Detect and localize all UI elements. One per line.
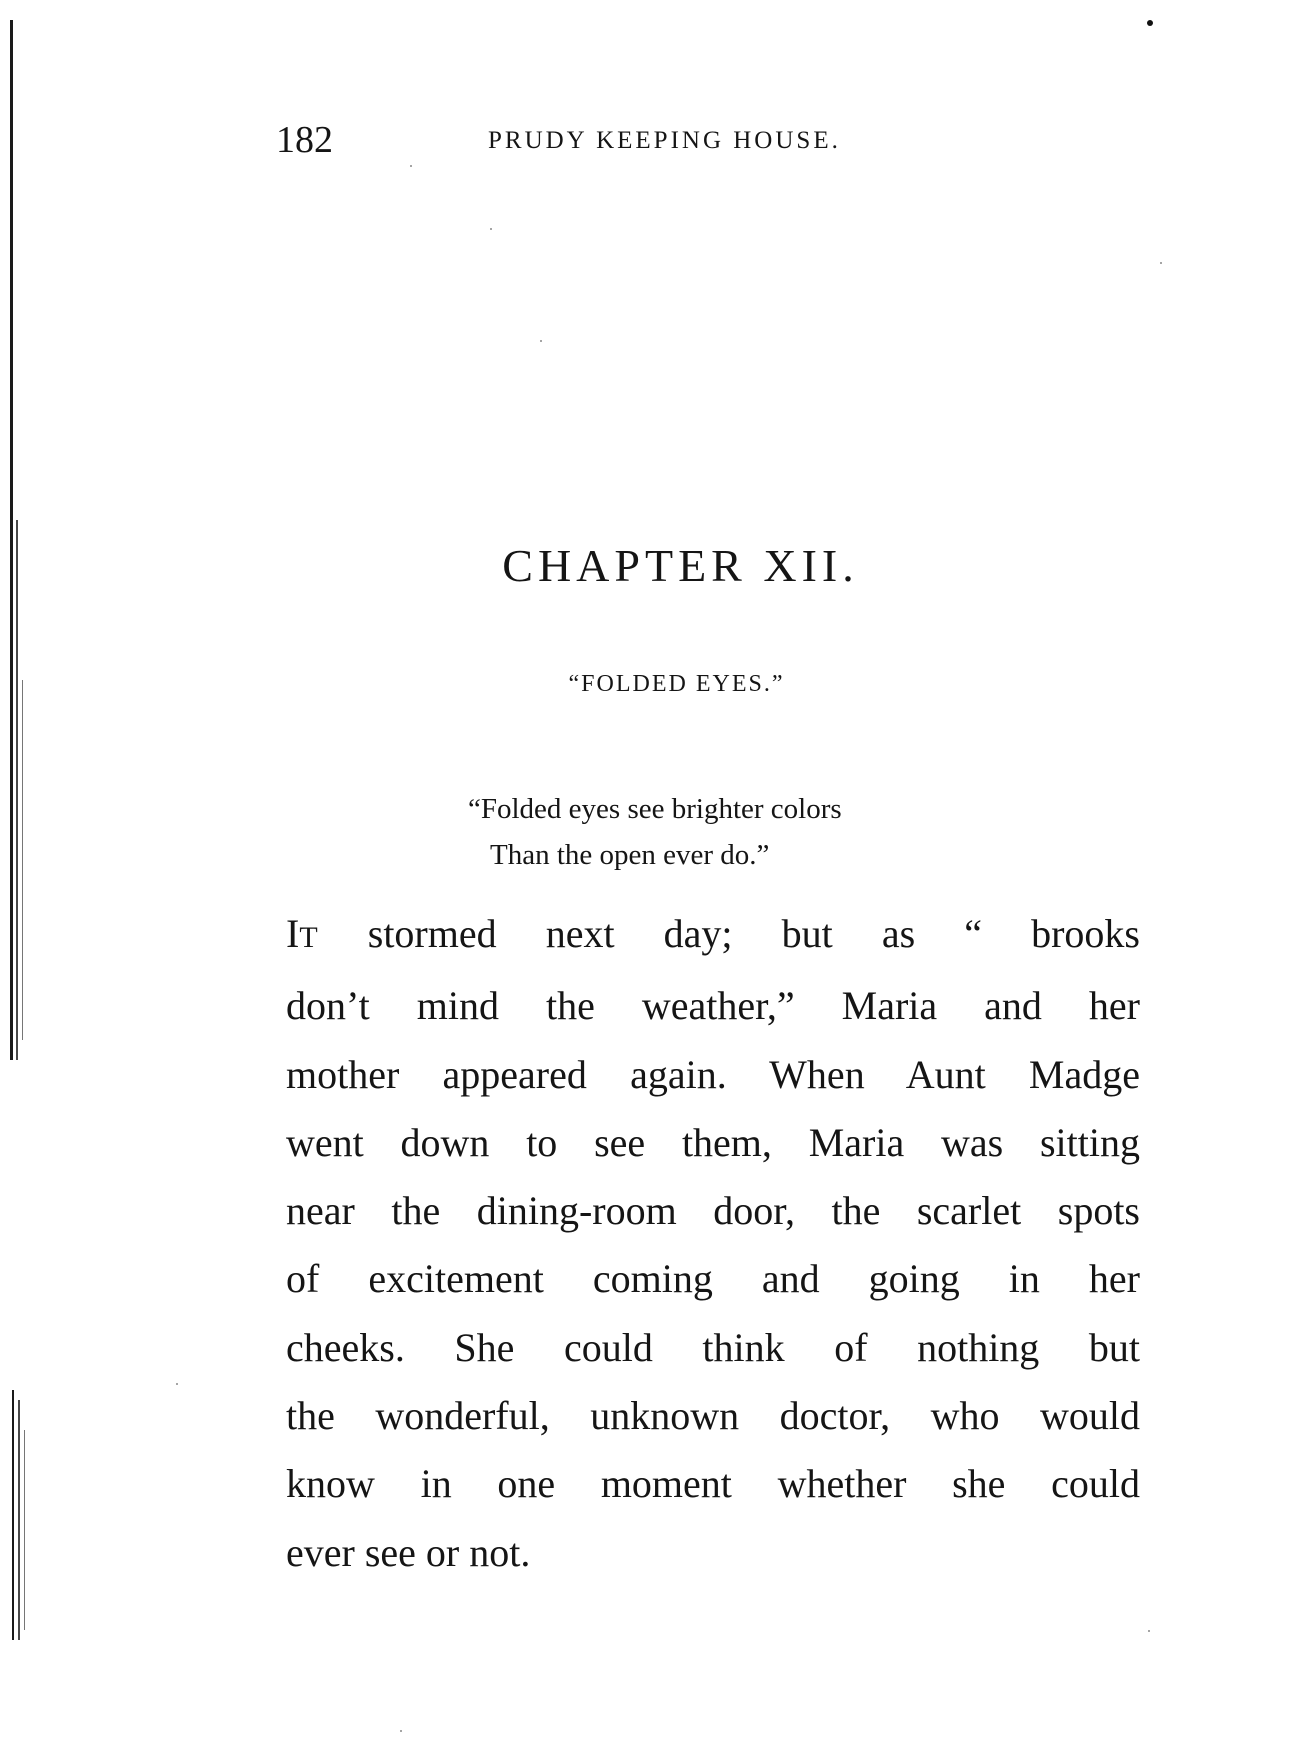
epigraph bbox=[468, 786, 1028, 878]
binding-edge-line bbox=[16, 520, 18, 1060]
body-line: cheeks. She could think of nothing but bbox=[286, 1324, 1140, 1370]
binding-edge-line bbox=[22, 680, 23, 1040]
scan-speck bbox=[490, 228, 492, 230]
binding-edge-line bbox=[18, 1400, 20, 1640]
chapter-title: CHAPTER XII. bbox=[502, 540, 859, 591]
body-line: don’t mind the weather,” Maria and her bbox=[286, 983, 1140, 1029]
body-paragraph bbox=[286, 900, 1140, 1587]
body-line: of excitement coming and going in her bbox=[286, 1256, 1140, 1302]
scan-speck bbox=[1160, 262, 1162, 264]
epigraph-line: Than the open ever do.” bbox=[490, 839, 770, 871]
drop-word-rest: T bbox=[299, 921, 319, 954]
page-number: 182 bbox=[276, 119, 333, 161]
drop-word-initial: I bbox=[286, 911, 300, 956]
epigraph-line: “Folded eyes see brighter colors bbox=[468, 793, 842, 825]
body-line: went down to see them, Maria was sitting bbox=[286, 1119, 1140, 1165]
binding-edge-line bbox=[12, 1390, 14, 1640]
scan-speck bbox=[1147, 20, 1153, 26]
body-line: near the dining-room door, the scarlet spots bbox=[286, 1188, 1140, 1234]
body-line bbox=[286, 900, 1140, 972]
body-line: the wonderful, unknown doctor, who would bbox=[286, 1393, 1140, 1439]
binding-edge-line bbox=[24, 1430, 25, 1630]
running-title: PRUDY KEEPING HOUSE. bbox=[488, 127, 841, 154]
scan-speck bbox=[176, 1383, 178, 1385]
scan-speck bbox=[1148, 1630, 1150, 1632]
scan-speck bbox=[400, 1730, 402, 1732]
scan-speck bbox=[410, 165, 412, 167]
chapter-subtitle: “FOLDED EYES.” bbox=[568, 671, 785, 697]
body-line: know in one moment whether she could bbox=[286, 1461, 1140, 1507]
body-line-text: stormed next day; but as “ brooks bbox=[318, 911, 1140, 956]
running-head bbox=[276, 118, 956, 162]
scan-speck bbox=[540, 340, 542, 342]
body-line: mother appeared again. When Aunt Madge bbox=[286, 1051, 1140, 1097]
body-line: ever see or not. bbox=[286, 1529, 531, 1575]
